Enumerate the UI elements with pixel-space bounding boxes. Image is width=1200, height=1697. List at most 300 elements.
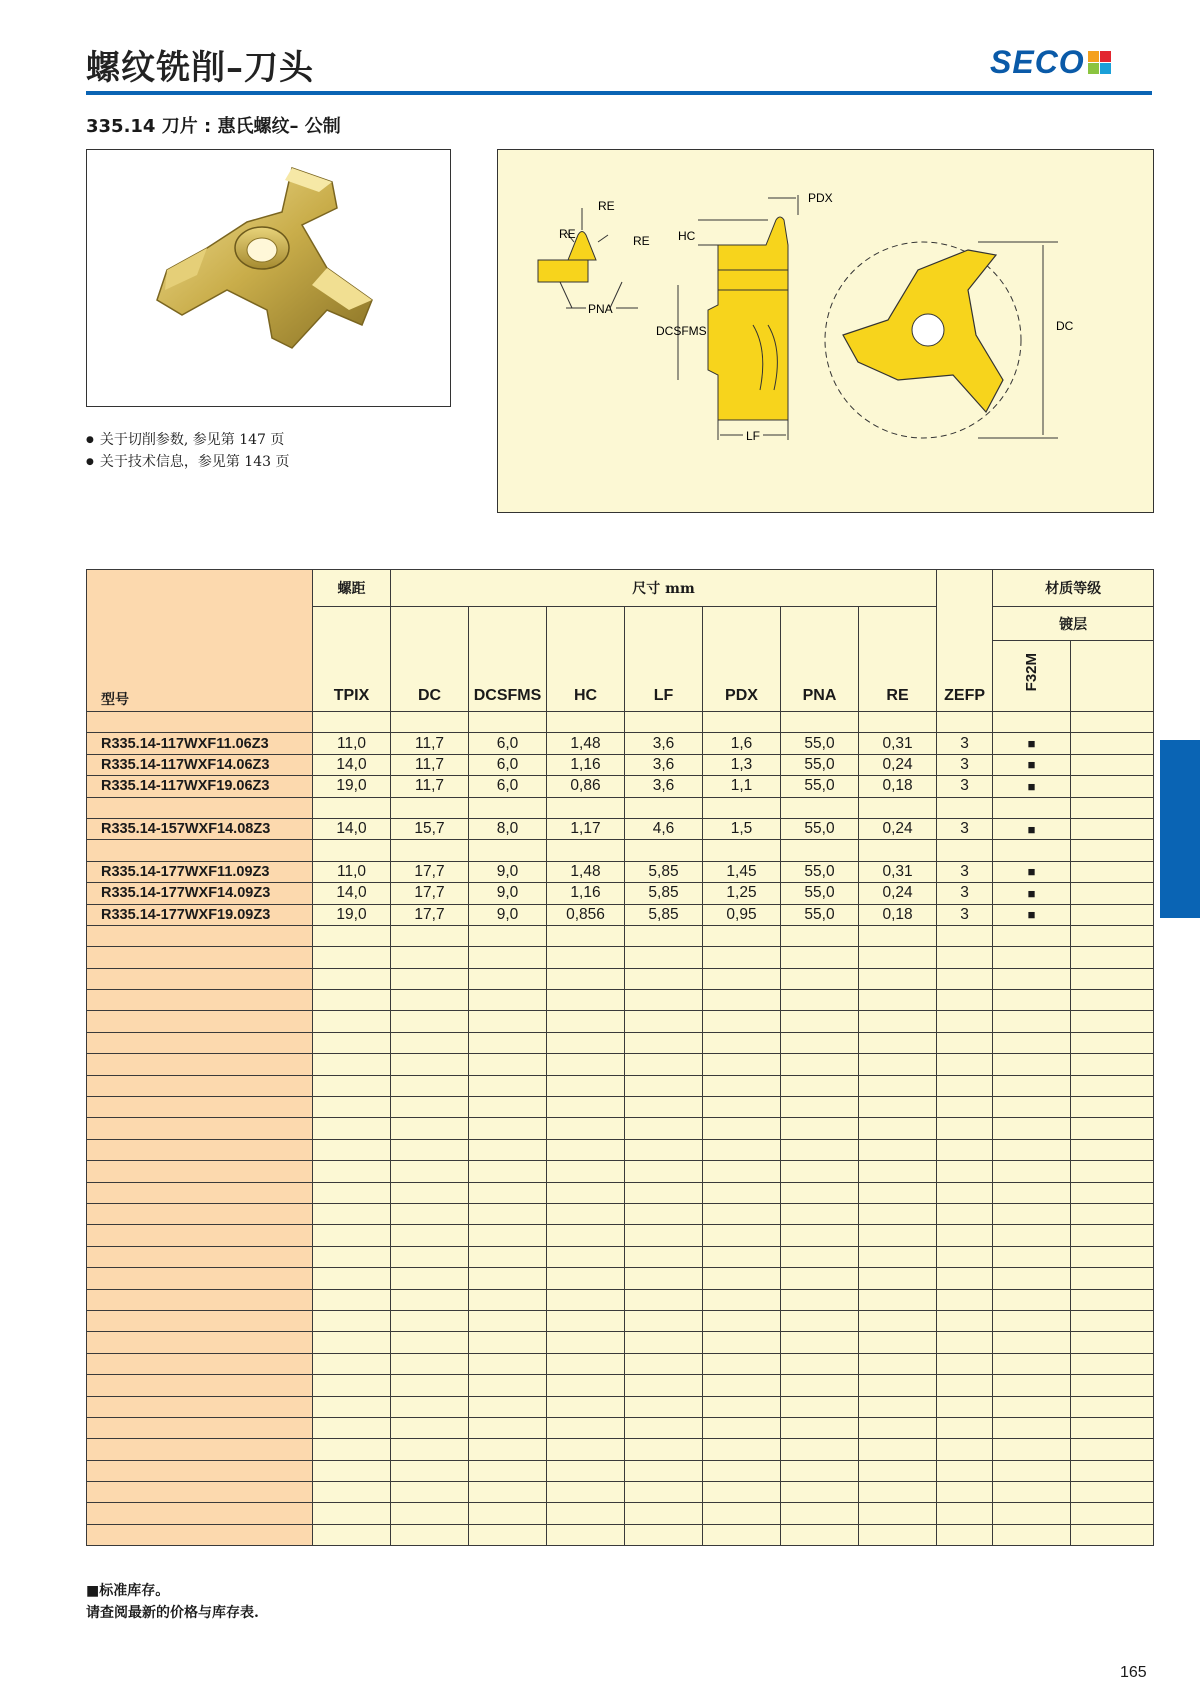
cell-model: [87, 840, 313, 861]
cell-zefp: [937, 1011, 993, 1032]
cell-dc: [391, 1032, 469, 1053]
cell-hc: [547, 1139, 625, 1160]
cell-grade-empty: [1071, 1075, 1154, 1096]
cell-pna: [781, 1396, 859, 1417]
header-dim-group: 尺寸 mm: [391, 570, 937, 607]
cell-zefp: [937, 1310, 993, 1331]
cell-lf: [625, 1225, 703, 1246]
cell-pdx: [703, 1182, 781, 1203]
cell-f32m-stock: [993, 1246, 1071, 1267]
cell-hc: [547, 1075, 625, 1096]
cell-model: [87, 797, 313, 818]
table-row: [87, 1375, 1154, 1396]
cell-zefp: [937, 1353, 993, 1374]
cell-f32m-stock: [993, 947, 1071, 968]
cell-re: 0,31: [859, 733, 937, 754]
cell-grade-empty: [1071, 883, 1154, 904]
cell-f32m-stock: [993, 1353, 1071, 1374]
cell-tpix: [313, 1332, 391, 1353]
table-row: [87, 1439, 1154, 1460]
header-pna: PNA: [781, 607, 859, 712]
cell-zefp: [937, 797, 993, 818]
cell-dc: [391, 1161, 469, 1182]
cell-pdx: [703, 1139, 781, 1160]
cell-zefp: [937, 1161, 993, 1182]
cell-re: [859, 1225, 937, 1246]
cell-pna: [781, 1482, 859, 1503]
cell-grade-empty: [1071, 797, 1154, 818]
cell-hc: [547, 1032, 625, 1053]
cell-pna: [781, 797, 859, 818]
cell-dc: [391, 1268, 469, 1289]
cell-f32m-stock: ■: [993, 904, 1071, 925]
cell-tpix: [313, 712, 391, 733]
cell-grade-empty: [1071, 1225, 1154, 1246]
cell-dcsfms: [469, 797, 547, 818]
cell-dc: [391, 1396, 469, 1417]
cell-f32m-stock: [993, 1375, 1071, 1396]
cell-lf: [625, 1268, 703, 1289]
cell-grade-empty: [1071, 733, 1154, 754]
cell-pdx: [703, 1460, 781, 1481]
table-row: [87, 925, 1154, 946]
cell-f32m-stock: [993, 1439, 1071, 1460]
brand-squares-icon: [1088, 51, 1111, 74]
cell-re: [859, 968, 937, 989]
cell-pna: [781, 1524, 859, 1545]
cell-f32m-stock: [993, 1075, 1071, 1096]
cell-dcsfms: [469, 1396, 547, 1417]
cell-pna: [781, 712, 859, 733]
cell-lf: [625, 840, 703, 861]
cell-zefp: 3: [937, 776, 993, 797]
model-code: R335.14-157WXF14.08Z3: [101, 821, 271, 838]
cell-re: [859, 1268, 937, 1289]
cell-dcsfms: [469, 1032, 547, 1053]
cell-lf: [625, 1524, 703, 1545]
table-row: [87, 1332, 1154, 1353]
cell-grade-empty: [1071, 1203, 1154, 1224]
cell-dc: [391, 1075, 469, 1096]
cell-model: [87, 990, 313, 1011]
cell-tpix: 11,0: [313, 733, 391, 754]
cell-re: 0,24: [859, 883, 937, 904]
cell-pna: [781, 1268, 859, 1289]
cell-pdx: [703, 1353, 781, 1374]
cell-pdx: 1,45: [703, 861, 781, 882]
cell-dcsfms: [469, 1289, 547, 1310]
cell-lf: [625, 1182, 703, 1203]
table-row: [87, 1460, 1154, 1481]
cell-lf: [625, 797, 703, 818]
cell-tpix: [313, 1310, 391, 1331]
cell-zefp: [937, 1246, 993, 1267]
cell-grade-empty: [1071, 1396, 1154, 1417]
title-rule: [86, 91, 1152, 95]
cell-pna: [781, 1203, 859, 1224]
cell-hc: 1,16: [547, 754, 625, 775]
cell-dc: [391, 925, 469, 946]
cell-zefp: [937, 1332, 993, 1353]
cell-f32m-stock: [993, 1054, 1071, 1075]
cell-tpix: [313, 840, 391, 861]
cell-dc: [391, 1310, 469, 1331]
cell-re: [859, 1332, 937, 1353]
section-subtitle: 335.14 刀片 : 惠氏螺纹– 公制: [86, 116, 341, 137]
cell-zefp: [937, 990, 993, 1011]
cell-model: [87, 1482, 313, 1503]
cell-tpix: [313, 1054, 391, 1075]
model-code: R335.14-177WXF14.09Z3: [101, 885, 271, 902]
cell-dcsfms: [469, 1118, 547, 1139]
cell-hc: [547, 1161, 625, 1182]
header-re: RE: [859, 607, 937, 712]
cell-dc: 17,7: [391, 883, 469, 904]
cell-re: [859, 1182, 937, 1203]
cell-zefp: [937, 712, 993, 733]
cell-hc: [547, 1203, 625, 1224]
cell-f32m-stock: [993, 1289, 1071, 1310]
cell-f32m-stock: [993, 1482, 1071, 1503]
cell-dcsfms: 9,0: [469, 861, 547, 882]
cell-lf: [625, 1054, 703, 1075]
cell-dc: [391, 990, 469, 1011]
cell-lf: [625, 1289, 703, 1310]
cell-model: [87, 1139, 313, 1160]
cell-pna: [781, 1032, 859, 1053]
cell-dc: [391, 1225, 469, 1246]
cell-f32m-stock: [993, 1011, 1071, 1032]
cell-pdx: [703, 1417, 781, 1438]
cell-pdx: 1,1: [703, 776, 781, 797]
cell-hc: [547, 1439, 625, 1460]
cell-model: [87, 754, 313, 775]
cell-re: [859, 797, 937, 818]
cell-model: [87, 818, 313, 839]
table-row: [87, 1139, 1154, 1160]
cell-grade-empty: [1071, 1375, 1154, 1396]
cell-dcsfms: 9,0: [469, 904, 547, 925]
cell-grade-empty: [1071, 1439, 1154, 1460]
model-code: R335.14-117WXF11.06Z3: [101, 735, 269, 752]
model-code: R335.14-117WXF19.06Z3: [101, 778, 270, 795]
cell-dcsfms: [469, 1182, 547, 1203]
cell-hc: [547, 990, 625, 1011]
cell-pdx: [703, 1396, 781, 1417]
cell-lf: [625, 1097, 703, 1118]
cell-pdx: [703, 1332, 781, 1353]
model-code: R335.14-177WXF11.09Z3: [101, 863, 270, 880]
page-title: 螺纹铣削–刀头: [86, 48, 314, 88]
cell-lf: [625, 925, 703, 946]
cell-model: [87, 925, 313, 946]
cell-zefp: 3: [937, 904, 993, 925]
cell-zefp: [937, 925, 993, 946]
cell-model: [87, 1268, 313, 1289]
table-row: [87, 904, 1154, 925]
label-hc: HC: [678, 229, 696, 243]
cell-grade-empty: [1071, 1417, 1154, 1438]
cell-lf: 5,85: [625, 883, 703, 904]
cell-model: [87, 1439, 313, 1460]
cell-dc: [391, 1289, 469, 1310]
cell-pna: [781, 840, 859, 861]
brand-name: SECO: [990, 44, 1085, 80]
cell-zefp: [937, 1375, 993, 1396]
cell-tpix: [313, 1482, 391, 1503]
cell-model: [87, 1161, 313, 1182]
cell-model: [87, 1332, 313, 1353]
cell-pdx: 1,3: [703, 754, 781, 775]
cell-re: 0,18: [859, 776, 937, 797]
cell-hc: 0,86: [547, 776, 625, 797]
cell-tpix: 19,0: [313, 776, 391, 797]
cell-hc: 1,48: [547, 861, 625, 882]
cell-zefp: [937, 1118, 993, 1139]
cell-re: [859, 1310, 937, 1331]
label-re-right: RE: [633, 234, 650, 248]
cell-dcsfms: [469, 1246, 547, 1267]
cell-pna: [781, 1332, 859, 1353]
cell-re: [859, 925, 937, 946]
cell-f32m-stock: ■: [993, 818, 1071, 839]
cell-hc: [547, 1182, 625, 1203]
cell-grade-empty: [1071, 968, 1154, 989]
cell-grade-empty: [1071, 754, 1154, 775]
cell-tpix: [313, 925, 391, 946]
cell-hc: [547, 1011, 625, 1032]
cell-pdx: [703, 1482, 781, 1503]
table-row: [87, 1161, 1154, 1182]
cell-zefp: [937, 1289, 993, 1310]
cell-hc: 0,856: [547, 904, 625, 925]
cell-dc: [391, 1054, 469, 1075]
cell-lf: [625, 1332, 703, 1353]
cell-lf: [625, 968, 703, 989]
cell-hc: 1,48: [547, 733, 625, 754]
cell-model: [87, 968, 313, 989]
cell-tpix: [313, 1097, 391, 1118]
cell-pdx: [703, 925, 781, 946]
cell-tpix: [313, 1503, 391, 1524]
cell-pdx: [703, 1075, 781, 1096]
cell-dcsfms: [469, 1503, 547, 1524]
cell-model: [87, 776, 313, 797]
cell-tpix: [313, 1011, 391, 1032]
cell-dcsfms: 9,0: [469, 883, 547, 904]
cell-pna: [781, 1161, 859, 1182]
table-row: [87, 1075, 1154, 1096]
cell-lf: [625, 1396, 703, 1417]
table-row: [87, 797, 1154, 818]
cell-re: 0,31: [859, 861, 937, 882]
table-row: [87, 990, 1154, 1011]
cell-pna: 55,0: [781, 904, 859, 925]
cell-lf: 3,6: [625, 776, 703, 797]
cell-grade-empty: [1071, 990, 1154, 1011]
cell-lf: [625, 1118, 703, 1139]
cell-dc: [391, 1011, 469, 1032]
cell-zefp: [937, 1139, 993, 1160]
cell-pna: [781, 1118, 859, 1139]
cell-tpix: 19,0: [313, 904, 391, 925]
product-table: [86, 569, 1153, 1546]
cell-dc: [391, 1246, 469, 1267]
cell-lf: [625, 1310, 703, 1331]
cell-model: [87, 1460, 313, 1481]
cell-grade-empty: [1071, 1118, 1154, 1139]
cell-grade-empty: [1071, 818, 1154, 839]
cell-pdx: [703, 1310, 781, 1331]
cell-f32m-stock: [993, 968, 1071, 989]
table-row: [87, 1011, 1154, 1032]
cell-dc: [391, 1482, 469, 1503]
cell-re: [859, 1118, 937, 1139]
cell-f32m-stock: ■: [993, 883, 1071, 904]
cell-dc: [391, 1203, 469, 1224]
cell-zefp: [937, 1054, 993, 1075]
cell-zefp: 3: [937, 818, 993, 839]
header-model: 型号: [87, 570, 313, 712]
cell-zefp: [937, 1203, 993, 1224]
header-pitch-group: 螺距: [313, 570, 391, 607]
header-grade-group: 材质等级: [993, 570, 1154, 607]
cell-zefp: [937, 1396, 993, 1417]
table-row: [87, 1225, 1154, 1246]
cell-pdx: [703, 1246, 781, 1267]
cell-model: [87, 1225, 313, 1246]
cell-dcsfms: [469, 1524, 547, 1545]
cell-model: [87, 1417, 313, 1438]
cell-hc: [547, 1268, 625, 1289]
header-empty-grade: [1071, 641, 1154, 712]
table-row: [87, 1289, 1154, 1310]
cell-lf: 5,85: [625, 861, 703, 882]
cell-hc: [547, 968, 625, 989]
table-row: [87, 733, 1154, 754]
cell-tpix: [313, 1439, 391, 1460]
cell-tpix: 11,0: [313, 861, 391, 882]
cell-zefp: [937, 1032, 993, 1053]
cell-model: [87, 1353, 313, 1374]
cell-f32m-stock: [993, 840, 1071, 861]
cell-pdx: [703, 1503, 781, 1524]
cell-dcsfms: [469, 1203, 547, 1224]
cell-dcsfms: [469, 1482, 547, 1503]
cell-dcsfms: [469, 1139, 547, 1160]
header-f32m: [993, 641, 1071, 712]
cell-hc: [547, 1353, 625, 1374]
header-pdx: PDX: [703, 607, 781, 712]
cell-tpix: 14,0: [313, 818, 391, 839]
note-item: ● 关于技术信息，参见第 143 页: [86, 451, 289, 473]
cell-dcsfms: 6,0: [469, 776, 547, 797]
cell-lf: 3,6: [625, 733, 703, 754]
table-row: [87, 1503, 1154, 1524]
cell-grade-empty: [1071, 1011, 1154, 1032]
table-row: [87, 1417, 1154, 1438]
cell-zefp: [937, 1075, 993, 1096]
cell-grade-empty: [1071, 1482, 1154, 1503]
cell-f32m-stock: [993, 1332, 1071, 1353]
cell-pna: 55,0: [781, 776, 859, 797]
cell-dc: [391, 1139, 469, 1160]
cell-dcsfms: [469, 1417, 547, 1438]
cell-zefp: [937, 1524, 993, 1545]
cell-pdx: [703, 1439, 781, 1460]
cell-hc: [547, 1097, 625, 1118]
cell-f32m-stock: ■: [993, 733, 1071, 754]
cell-pna: [781, 1503, 859, 1524]
cell-pdx: 1,25: [703, 883, 781, 904]
table-row: [87, 947, 1154, 968]
cell-f32m-stock: [993, 990, 1071, 1011]
cell-pna: [781, 968, 859, 989]
cell-zefp: 3: [937, 754, 993, 775]
cell-tpix: [313, 1460, 391, 1481]
cell-pna: 55,0: [781, 733, 859, 754]
cell-pna: 55,0: [781, 861, 859, 882]
cell-f32m-stock: [993, 1139, 1071, 1160]
cell-pdx: [703, 1161, 781, 1182]
cell-grade-empty: [1071, 1182, 1154, 1203]
cell-zefp: [937, 1225, 993, 1246]
table-row: [87, 1310, 1154, 1331]
page-number: 165: [1120, 1664, 1147, 1681]
cell-grade-empty: [1071, 1097, 1154, 1118]
cell-model: [87, 1011, 313, 1032]
cell-dcsfms: [469, 1054, 547, 1075]
cell-re: [859, 990, 937, 1011]
cell-f32m-stock: [993, 1097, 1071, 1118]
cell-re: [859, 1032, 937, 1053]
cell-pdx: [703, 1118, 781, 1139]
cell-dc: [391, 1439, 469, 1460]
table-row: [87, 840, 1154, 861]
cell-zefp: 3: [937, 883, 993, 904]
header-coating-group: 镀层: [993, 607, 1154, 641]
cell-pna: [781, 1011, 859, 1032]
cell-dc: [391, 840, 469, 861]
dimension-drawing: [498, 150, 1155, 514]
cell-grade-empty: [1071, 1503, 1154, 1524]
cell-pna: [781, 1460, 859, 1481]
cell-model: [87, 1289, 313, 1310]
cell-hc: [547, 840, 625, 861]
cell-grade-empty: [1071, 1139, 1154, 1160]
cell-dc: 17,7: [391, 904, 469, 925]
technical-drawing: [497, 149, 1154, 513]
cell-f32m-stock: ■: [993, 861, 1071, 882]
cell-zefp: [937, 1439, 993, 1460]
cell-grade-empty: [1071, 1353, 1154, 1374]
cell-dc: [391, 1375, 469, 1396]
cell-grade-empty: [1071, 1268, 1154, 1289]
cell-re: [859, 1417, 937, 1438]
cell-lf: [625, 1075, 703, 1096]
cell-lf: [625, 1482, 703, 1503]
cell-f32m-stock: [993, 1118, 1071, 1139]
cell-zefp: [937, 1417, 993, 1438]
cell-zefp: 3: [937, 861, 993, 882]
legend: [86, 1580, 259, 1624]
cell-hc: [547, 1396, 625, 1417]
cell-grade-empty: [1071, 861, 1154, 882]
cell-hc: [547, 1225, 625, 1246]
cell-hc: [547, 1246, 625, 1267]
table-row: [87, 968, 1154, 989]
cell-hc: [547, 1460, 625, 1481]
